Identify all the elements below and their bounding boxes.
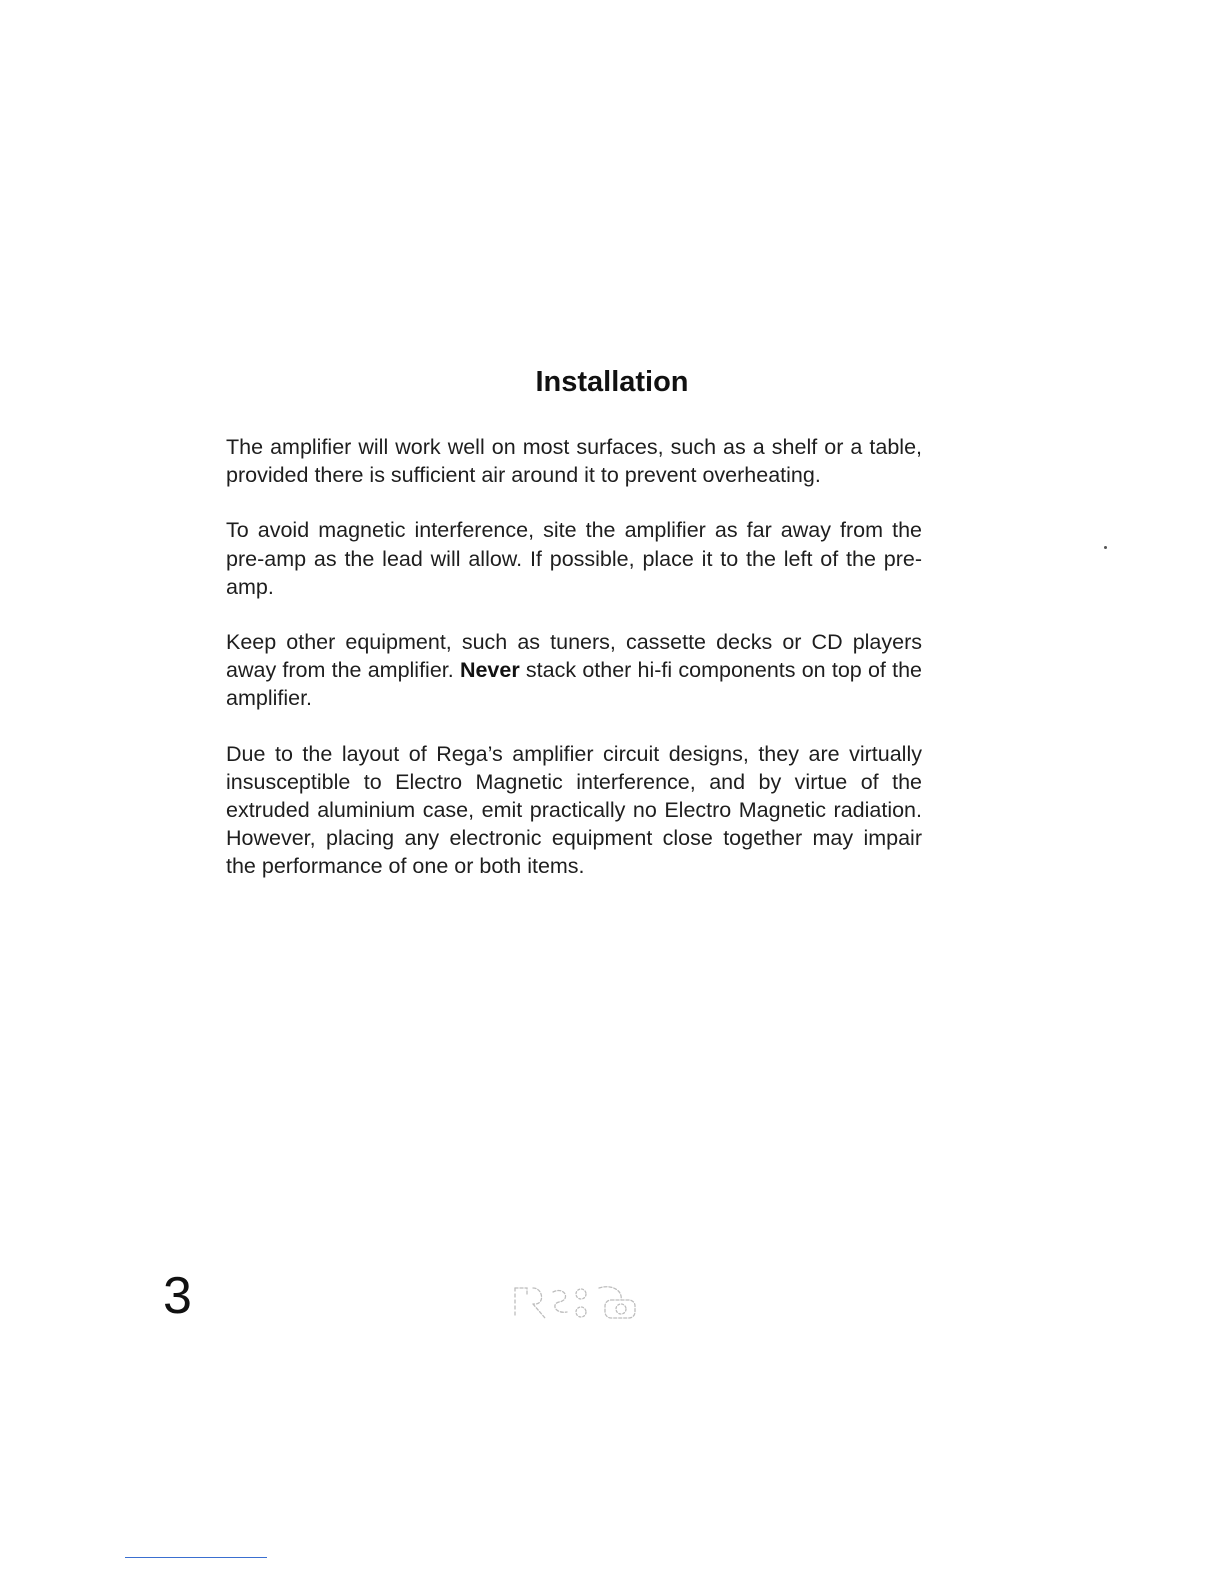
page-title: Installation	[535, 366, 689, 398]
body-text	[226, 433, 922, 908]
paragraph-1	[226, 433, 922, 489]
paragraph-3-text-b: stack other hi-fi components on top of the amplifier.	[226, 658, 922, 711]
paragraph-1-text: The amplifier will work well on most surfaces, such as a shelf or a table, provided there is sufficient air around it to prevent overheating.	[226, 435, 922, 488]
paragraph-3	[226, 628, 922, 713]
paragraph-4-text: Due to the layout of Rega’s amplifier circuit designs, they are virtually insusceptible to Electro Magnetic interference, and by virtue of the extruded aluminium case, emit practically no Electro Magnetic radiation. However, placing any electronic equipment close together may impair the performance of one or both items.	[226, 741, 922, 879]
paragraph-2-text: To avoid magnetic interference, site the amplifier as far away from the pre-amp as the lead will allow. If possible, place it to the left of the pre-amp.	[226, 518, 922, 599]
paragraph-2	[226, 516, 922, 601]
footer-rule	[125, 1557, 267, 1558]
paragraph-3-emphasis: Never	[459, 658, 520, 683]
paragraph-4	[226, 740, 922, 881]
page-number: 3	[163, 1267, 192, 1325]
rega-logo-icon	[511, 1282, 645, 1322]
scan-speck	[1104, 546, 1107, 549]
paragraph-3-text-a: Keep other equipment, such as tuners, cassette decks or CD players away from the amplifier.	[226, 630, 922, 683]
